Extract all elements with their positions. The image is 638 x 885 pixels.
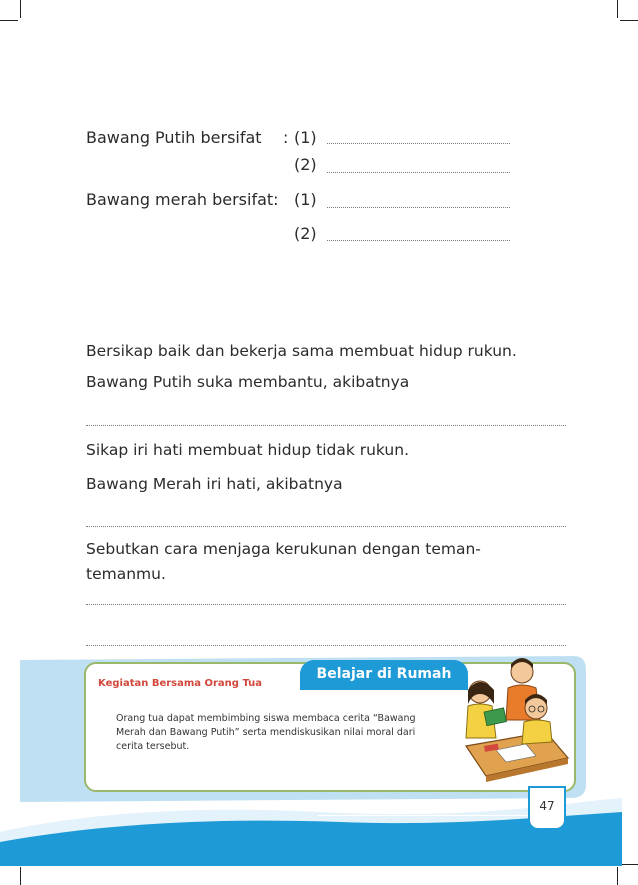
putih-item-2: (2) [294, 155, 317, 174]
family-study-illustration [456, 654, 572, 784]
page-number: 47 [528, 786, 566, 830]
subtheme-label: Subtema 2: Pengalaman Bersama Teman [328, 802, 514, 812]
question-kerukunan-line2: temanmu. [86, 565, 166, 583]
merah-item-1: (1) [294, 190, 317, 209]
statement-iri-hati: Sikap iri hati membuat hidup tidak rukun. [86, 441, 410, 459]
question-putih: Bawang Putih suka membantu, akibatnya [86, 373, 410, 391]
home-activity-tab: Belajar di Rumah [300, 660, 468, 690]
merah-trait-label: Bawang merah bersifat: [86, 190, 279, 209]
putih-item-1: (1) [294, 128, 317, 147]
home-activity-title: Kegiatan Bersama Orang Tua [98, 678, 263, 689]
merah-item-2: (2) [294, 224, 317, 243]
statement-rukun: Bersikap baik dan bekerja sama membuat hidup rukun. [86, 342, 517, 360]
question-kerukunan-line1: Sebutkan cara menjaga kerukunan dengan teman- [86, 540, 481, 558]
question-merah: Bawang Merah iri hati, akibatnya [86, 475, 343, 493]
home-activity-body: Orang tua dapat membimbing siswa membaca cerita “Bawang Merah dan Bawang Putih” serta mendiskusikan nilai moral dari cerita tersebut. [116, 713, 416, 752]
putih-trait-label: Bawang Putih bersifat [86, 128, 262, 147]
putih-trait-colon: : [283, 128, 289, 147]
subtheme-underline [318, 815, 530, 816]
